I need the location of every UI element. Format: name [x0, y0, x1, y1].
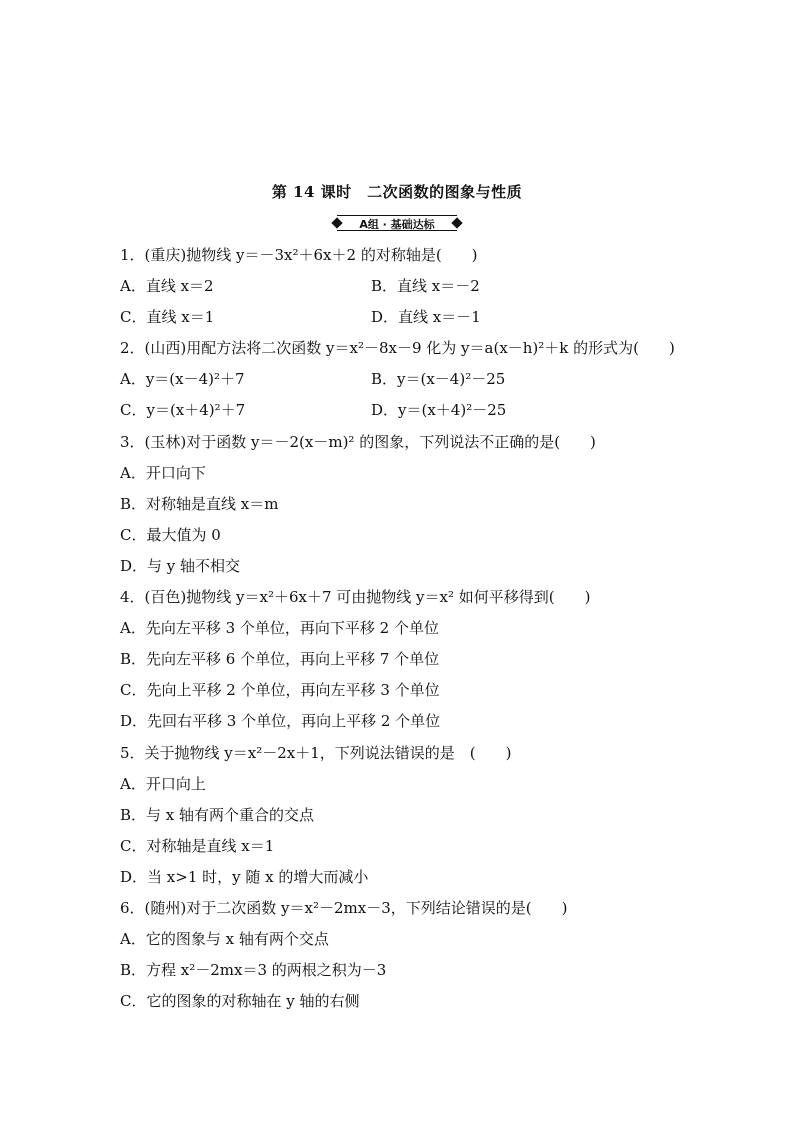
- question-3-option-a: A．开口向下: [120, 464, 206, 482]
- question-3-option-c: C．最大值为 0: [120, 526, 221, 544]
- question-1-stem: 1．(重庆)抛物线 y＝－3x²＋6x＋2 的对称轴是( ): [120, 246, 478, 264]
- question-2-option-d: D．y＝(x＋4)²－25: [371, 401, 507, 419]
- question-5-option-d: D．当 x>1 时，y 随 x 的增大而减小: [120, 868, 369, 886]
- question-6-option-b: B．方程 x²－2mx＝3 的两根之积为－3: [120, 961, 387, 979]
- question-4-option-b: B．先向左平移 6 个单位，再向上平移 7 个单位: [120, 650, 440, 668]
- question-3-option-b: B．对称轴是直线 x＝m: [120, 495, 279, 513]
- question-5-option-c: C．对称轴是直线 x＝1: [120, 837, 275, 855]
- question-1-option-a: A．直线 x＝2: [120, 277, 214, 295]
- question-1-option-c: C．直线 x＝1: [120, 308, 215, 326]
- question-4-option-a: A．先向左平移 3 个单位，再向下平移 2 个单位: [120, 619, 439, 637]
- question-1-option-b: B．直线 x＝－2: [371, 277, 480, 295]
- question-5-option-a: A．开口向上: [120, 775, 206, 793]
- question-2-option-b: B．y＝(x－4)²－25: [371, 370, 506, 388]
- question-4-stem: 4．(百色)抛物线 y＝x²＋6x＋7 可由抛物线 y＝x² 如何平移得到( ): [120, 588, 591, 606]
- question-5-option-b: B．与 x 轴有两个重合的交点: [120, 806, 315, 824]
- question-4-option-d: D．先回右平移 3 个单位，再向上平移 2 个单位: [120, 712, 441, 730]
- question-6-option-c: C．它的图象的对称轴在 y 轴的右侧: [120, 992, 360, 1010]
- question-2-stem: 2．(山西)用配方法将二次函数 y＝x²－8x－9 化为 y＝a(x－h)²＋k 的形式为( ): [120, 339, 675, 357]
- banner-label: A组 · 基础达标: [359, 218, 435, 231]
- question-6-option-a: A．它的图象与 x 轴有两个交点: [120, 930, 329, 948]
- question-6-stem: 6．(随州)对于二次函数 y＝x²－2mx－3，下列结论错误的是( ): [120, 899, 568, 917]
- question-2-option-c: C．y＝(x＋4)²＋7: [120, 401, 246, 419]
- question-2-option-a: A．y＝(x－4)²＋7: [120, 370, 245, 388]
- page-title: 第 14 课时 二次函数的图象与性质: [271, 183, 523, 201]
- question-5-stem: 5．关于抛物线 y＝x²－2x＋1，下列说法错误的是 ( ): [120, 744, 512, 762]
- question-4-option-c: C．先向上平移 2 个单位，再向左平移 3 个单位: [120, 681, 440, 699]
- question-3-option-d: D．与 y 轴不相交: [120, 557, 241, 575]
- section-banner: [337, 215, 457, 231]
- question-1-option-d: D．直线 x＝－1: [371, 308, 481, 326]
- question-3-stem: 3．(玉林)对于函数 y＝－2(x－m)² 的图象，下列说法不正确的是( ): [120, 433, 596, 451]
